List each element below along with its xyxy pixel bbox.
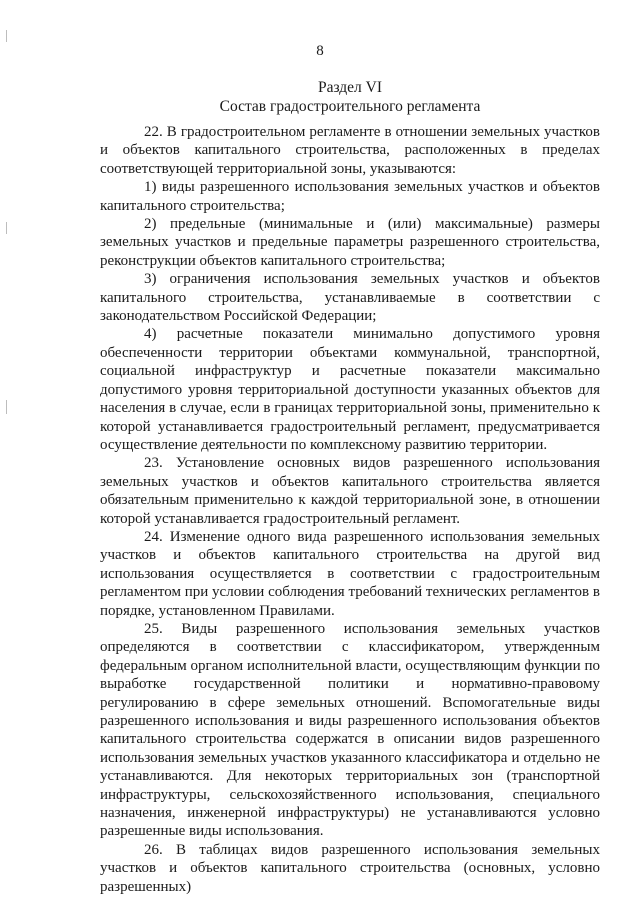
section-subtitle: Состав градостроительного регламента [219, 98, 481, 115]
document-body [100, 123, 600, 896]
section-heading [100, 78, 600, 116]
paragraph-26: 26. В таблицах видов разрешенного использования земельных участков и объектов капитального строительства (основных, условно разрешенных) [100, 841, 600, 895]
section-title: Раздел VI [317, 79, 383, 96]
paragraph-22-item-2: 2) предельные (минимальные и (или) максимальные) размеры земельных участков и предельные параметры разрешенного строительства, реконструкции объектов капитального строительства; [100, 216, 600, 269]
paragraph-23: 23. Установление основных видов разрешенного использования земельных участков и объектов капитального строительства является обязательным применительно к каждой территориальной зоне, в отношении которой устанавливается градостроительный регламент. [100, 455, 600, 527]
page-number: 8 [316, 43, 324, 59]
paragraph-22-item-4: 4) расчетные показатели минимально допустимого уровня обеспеченности территории объектами коммунальной, транспортной, социальной инфраструктур и расчетные показатели максимально допустимого уровня территориальной доступности указанных объектов для населения в случае, если в границах территориальной зоны, применительно к которой устанавливается градостроительный регламент, предусматривается осуществление деятельности по комплексному развитию территории. [100, 326, 600, 453]
paragraph-22-item-3: 3) ограничения использования земельных участков и объектов капитального строительства, устанавливаемые в соответствии с законодательством Российской Федерации; [100, 271, 600, 325]
scan-margin-mark [6, 30, 7, 42]
scan-margin-mark [6, 222, 7, 234]
paragraph-25: 25. Виды разрешенного использования земельных участков определяются в соответствии с классификатором, утвержденным федеральным органом исполнительной власти, осуществляющим функции по выработке государственной политики и нормативно-правовому регулированию в сфере земельных отношений. Вспомогательные виды разрешенного использования и виды разрешенного использования объектов капитального строительства содержатся в описании видов разрешенного использования земельных участков указанного классификатора и отдельно не устанавливаются. Для некоторых территориальных зон (транспортной инфраструктуры, сельскохозяйственного использования, специального назначения, инженерной инфраструктуры) не устанавливаются условно разрешенные виды использования. [100, 620, 600, 840]
scan-margin-mark [6, 400, 7, 414]
paragraph-22-item-1: 1) виды разрешенного использования земельных участков и объектов капитального строительства; [100, 179, 600, 214]
paragraph-22: 22. В градостроительном регламенте в отношении земельных участков и объектов капитального строительства, расположенных в пределах соответствующей территориальной зоны, указываются: [100, 124, 600, 177]
paragraph-24: 24. Изменение одного вида разрешенного использования земельных участков и объектов капитального строительства на другой вид использования осуществляется в соответствии с градостроительным регламентом при условии соблюдения требований технических регламентов в порядке, установленном Правилами. [100, 528, 600, 619]
